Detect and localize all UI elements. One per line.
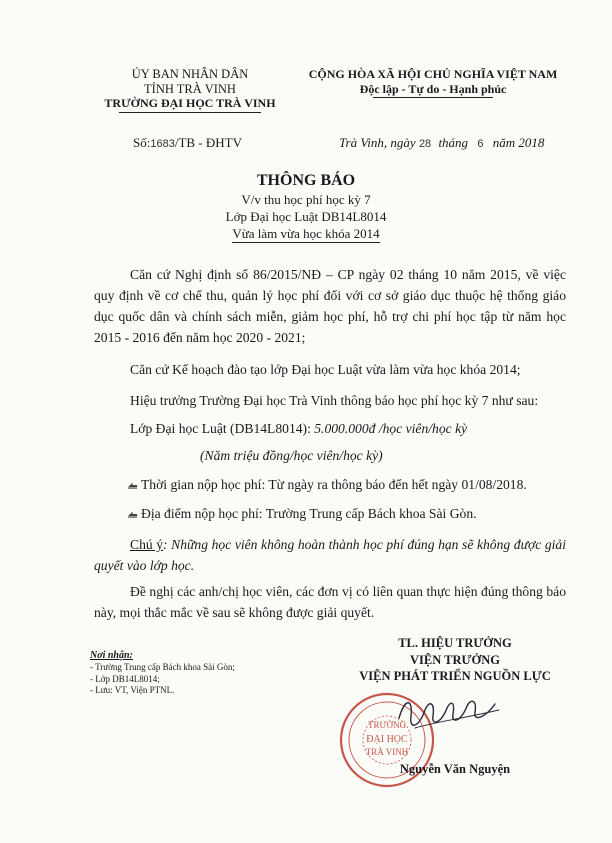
recipient-item: - Trường Trung cấp Bách khoa Sài Gòn; [90, 662, 235, 672]
header-right-line1: CỘNG HÒA XÃ HỘI CHỦ NGHĨA VIỆT NAM [308, 67, 558, 81]
date-year: năm 2018 [492, 135, 545, 150]
recipients-block [90, 650, 290, 697]
fee-line [130, 418, 570, 439]
fee-words [200, 445, 440, 466]
arrow-bullet-icon [127, 479, 138, 490]
header-right-line2: Độc lập - Tự do - Hạnh phúc [359, 81, 507, 96]
signature-line3: VIỆN PHÁT TRIỂN NGUỒN LỰC [359, 669, 551, 683]
signature-line2: VIỆN TRƯỞNG [410, 652, 500, 667]
signer-name-text: Nguyễn Văn Nguyện [399, 762, 511, 776]
bullet-2 [127, 503, 567, 524]
doc-number-value: 1683 [150, 138, 175, 150]
recipient-item: - Lưu: VT, Viện PTNL. [90, 685, 175, 695]
date-line [339, 135, 544, 151]
body-para-3-text: Hiệu trưởng Trường Đại học Trà Vinh thông báo học phí học kỳ 7 như sau: [130, 393, 539, 408]
header-left-line3: TRƯỜNG ĐẠI HỌC TRÀ VINH [104, 96, 276, 110]
stamp-text-3: TRÀ VINH [365, 747, 409, 757]
header-left-underline [119, 112, 261, 113]
header-right-underline [373, 97, 493, 98]
body-para-1-text: Căn cứ Nghị định số 86/2015/NĐ – CP ngày 02 tháng 10 năm 2015, về việc quy định về cơ chế thu, quản lý học phí đối với cơ sở giáo dục thuộc hệ thống giáo dục quốc dân và chính sách miễn, giảm học phí, hỗ trợ chi phí học tập từ năm học 2015 - 2016 đến năm học 2020 - 2021; [94, 267, 566, 345]
date-day: 28 [418, 138, 432, 150]
doc-number [133, 135, 242, 151]
stamp-text-2: ĐẠI HỌC [366, 734, 408, 745]
date-month: 6 [477, 138, 484, 150]
title-block [206, 171, 406, 242]
body-para-4-text: Đề nghị các anh/chị học viên, các đơn vị có liên quan thực hiện đúng thông báo này, mọi thắc mắc về sau sẽ không được giải quyết. [94, 584, 566, 620]
bullet-1-text: Thời gian nộp học phí: Từ ngày ra thông báo đến hết ngày 01/08/2018. [141, 477, 527, 492]
header-left [95, 67, 285, 113]
note-para [94, 534, 566, 576]
arrow-bullet-icon [127, 508, 138, 519]
body-para-1 [94, 264, 566, 348]
title-sub2: Lớp Đại học Luật DB14L8014 [225, 209, 387, 224]
body-para-4 [94, 581, 566, 623]
body-para-2-text: Căn cứ Kế hoạch đào tạo lớp Đại học Luật vừa làm vừa học khóa 2014; [130, 362, 521, 377]
page-title: THÔNG BÁO [256, 172, 356, 189]
signature-line1: TL. HIỆU TRƯỞNG [398, 636, 512, 650]
recipients-title: Nơi nhận: [90, 650, 133, 661]
note-label: Chú ý [130, 537, 164, 552]
date-month-label: tháng [438, 135, 469, 150]
fee-words-text: (Năm triệu đồng/học viên/học kỳ) [200, 448, 383, 463]
stamp-text-1: TRƯỜNG [368, 720, 406, 730]
recipient-item: - Lớp DB14L8014; [90, 673, 160, 684]
body-para-3 [130, 390, 570, 411]
title-sub1: V/v thu học phí học kỳ 7 [241, 192, 371, 207]
bullet-2-text: Địa điểm nộp học phí: Trường Trung cấp Bách khoa Sài Gòn. [141, 506, 477, 521]
handwritten-signature [395, 688, 505, 738]
header-left-line2: TỈNH TRÀ VINH [144, 81, 236, 96]
body-para-2 [130, 359, 570, 380]
note-text: : Những học viên không hoàn thành học phí đúng hạn sẽ không được giải quyết vào lớp học. [94, 537, 566, 573]
title-sub3 [206, 225, 406, 242]
doc-number-prefix: Số: [133, 135, 151, 150]
header-right [298, 67, 568, 98]
doc-number-suffix: /TB - ĐHTV [174, 135, 242, 150]
signer-name [380, 762, 530, 777]
title-sub3-text: Vừa làm vừa học khóa 2014 [232, 226, 380, 241]
bullet-1 [127, 474, 567, 495]
fee-label: Lớp Đại học Luật (DB14L8014): [130, 421, 315, 436]
signature-block [340, 635, 570, 685]
date-place: Trà Vinh, ngày [339, 135, 416, 150]
fee-value: 5.000.000đ /học viên/học kỳ [314, 421, 468, 436]
header-left-line1: ỦY BAN NHÂN DÂN [131, 67, 249, 81]
